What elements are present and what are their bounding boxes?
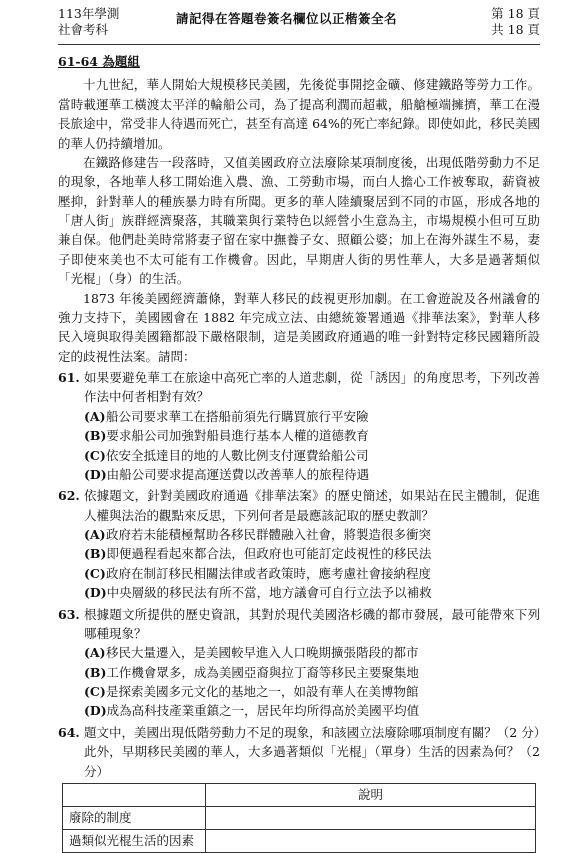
option-c[interactable] bbox=[84, 446, 540, 465]
option-c[interactable] bbox=[84, 682, 540, 701]
question-number: 62. bbox=[58, 488, 80, 504]
option-text: 船公司要求華工在搭船前須先行購買旅行平安險 bbox=[106, 408, 369, 424]
option-label: (B) bbox=[84, 546, 107, 562]
option-label: (A) bbox=[84, 645, 106, 661]
option-d[interactable] bbox=[84, 465, 540, 484]
option-text: 政府在制訂移民相關法律或者政策時，應考慮社會接納程度 bbox=[106, 565, 432, 581]
option-label: (D) bbox=[84, 703, 107, 719]
question-stem: 如果要避免華工在旅途中高死亡率的人道悲劇，從「誘因」的角度思考，下列改善作法中何者相對有效？ bbox=[84, 370, 540, 405]
option-label: (B) bbox=[84, 664, 107, 680]
option-label: (A) bbox=[84, 527, 106, 542]
passage-paragraph: 在鐵路修建告一段落時，又值美國政府立法廢除某項制度後，出現低階勞動力不足的現象，各地華人移工開始進入農、漁、工勞動市場，而白人擔心工作被奪取，薪資被壓抑，針對華人的種族暴力時有所聞。更多的華人陸續聚居到不同的市區，形成各地的「唐人街」族群經濟聚落，其職業與行業特色以經營小生意為主，市場規模小但可互助兼自保。他們赴美時常將妻子留在家中撫養子女、照顧公婆；加上在海外謀生不易，妻子即使來美也不太可能有工作機會。因此，早期唐人街的男性華人，大多是過著類似「光棍」（身）的生活。 bbox=[58, 154, 540, 287]
option-label: (D) bbox=[84, 585, 107, 601]
option-label: (C) bbox=[84, 565, 106, 581]
page-info bbox=[491, 6, 540, 38]
option-a[interactable] bbox=[84, 407, 540, 426]
question-number: 61. bbox=[58, 370, 80, 385]
answer-table-header-row bbox=[63, 783, 536, 806]
passage-paragraph: 1873 年後美國經濟蕭條，對華人移民的歧視更形加劇。在工會遊說及各州議會的強力支持下，美國國會在 1882 年完成立法、由總統簽署通過《排華法案》，對華人移民入境與取得美國籍都設下嚴格限制，這是美國政府通過的唯一針對特定移民國籍所設定的歧視性法案。請問： bbox=[58, 290, 540, 364]
question-group-title: 61-64 為題組 bbox=[58, 54, 140, 69]
passage-paragraph: 十九世紀，華人開始大規模移民美國，先後從事開挖金礦、修建鐵路等勞力工作。當時載運華工橫渡太平洋的輪船公司，為了提高利潤而超載，船艙極端擁擠，華工在漫長旅途中，常受非人待遇而死亡，甚至有高達 64%的死亡率紀錄。即使如此，移民美國的華人仍持續增加。 bbox=[58, 77, 540, 151]
question-62 bbox=[58, 486, 540, 602]
exam-year: 113年學測 bbox=[58, 6, 120, 21]
option-text: 中央層級的移民法有所不當，地方議會可自行立法予以補救 bbox=[106, 585, 432, 601]
page-total: 共 18 頁 bbox=[491, 22, 540, 37]
option-b[interactable] bbox=[84, 663, 540, 682]
question-stem: 依據題文，針對美國政府通過《排華法案》的歷史簡述，如果站在民主體制，促進人權與法治的觀點來反思，下列何者是最應該記取的歷史教訓？ bbox=[84, 488, 540, 523]
question-61 bbox=[58, 368, 540, 484]
option-list bbox=[84, 407, 540, 485]
option-text: 移民大量遷入，是美國較早進入人口晚期擴張階段的都市 bbox=[106, 645, 419, 661]
option-list bbox=[84, 643, 540, 721]
question-stem: 根據題文所提供的歷史資訊，其對於現代美國洛杉磯的都市發展，最可能帶來下列哪種現象？ bbox=[84, 606, 540, 641]
table-row bbox=[63, 829, 536, 852]
option-label: (C) bbox=[84, 684, 106, 699]
option-c[interactable] bbox=[84, 564, 540, 583]
option-label: (A) bbox=[84, 408, 106, 424]
exam-subject: 社會考科 bbox=[58, 22, 109, 37]
option-label: (C) bbox=[84, 447, 106, 463]
option-a[interactable] bbox=[84, 643, 540, 662]
option-text: 政府若未能積極幫助各移民群體融入社會，將製造很多衝突 bbox=[106, 527, 432, 542]
answer-table-header: 說明 bbox=[206, 783, 536, 806]
option-text: 即便過程看起來都合法，但政府也可能訂定歧視性的移民法 bbox=[106, 546, 432, 562]
answer-table-corner bbox=[63, 783, 206, 806]
row-label: 廢除的制度 bbox=[63, 806, 206, 829]
header-divider bbox=[58, 44, 540, 45]
page-content bbox=[58, 52, 540, 853]
answer-cell[interactable] bbox=[206, 829, 536, 852]
option-text: 要求船公司加強對船員進行基本人權的道德教育 bbox=[106, 428, 369, 444]
question-stem: 題文中，美國出現低階勞動力不足的現象，和該國立法廢除哪項制度有關？（2 分）此外，早期移民美國的華人，大多過著類似「光棍」（單身）生活的因素為何？（2 分） bbox=[84, 724, 540, 779]
option-list bbox=[84, 525, 540, 603]
option-text: 由船公司要求提高運送費以改善華人的旅程待遇 bbox=[106, 466, 370, 482]
option-text: 是探索美國多元文化的基地之一，如設有華人在美博物館 bbox=[106, 684, 419, 699]
question-64 bbox=[58, 723, 540, 853]
option-text: 工作機會眾多，成為美國亞裔與拉丁裔等移民主要聚集地 bbox=[106, 664, 419, 680]
table-row bbox=[63, 806, 536, 829]
option-text: 成為高科技產業重鎮之一，居民年均所得高於美國平均值 bbox=[106, 703, 420, 719]
option-text: 依安全抵達目的地的人數比例支付運費給船公司 bbox=[106, 447, 369, 463]
answer-table bbox=[62, 783, 536, 853]
answer-cell[interactable] bbox=[206, 806, 536, 829]
page-header bbox=[58, 6, 540, 40]
option-b[interactable] bbox=[84, 426, 540, 445]
row-label: 過類似光棍生活的因素 bbox=[63, 829, 206, 852]
question-63 bbox=[58, 605, 540, 721]
exam-info bbox=[58, 6, 119, 38]
question-number: 63. bbox=[58, 606, 80, 622]
option-d[interactable] bbox=[84, 701, 540, 720]
option-label: (D) bbox=[84, 466, 107, 482]
option-label: (B) bbox=[84, 428, 107, 444]
option-b[interactable] bbox=[84, 544, 540, 563]
page-number: 第 18 頁 bbox=[491, 6, 540, 21]
option-d[interactable] bbox=[84, 583, 540, 602]
question-number: 64. bbox=[58, 724, 80, 740]
option-a[interactable] bbox=[84, 525, 540, 544]
signature-notice: 請記得在答題卷簽名欄位以正楷簽全名 bbox=[176, 11, 398, 26]
